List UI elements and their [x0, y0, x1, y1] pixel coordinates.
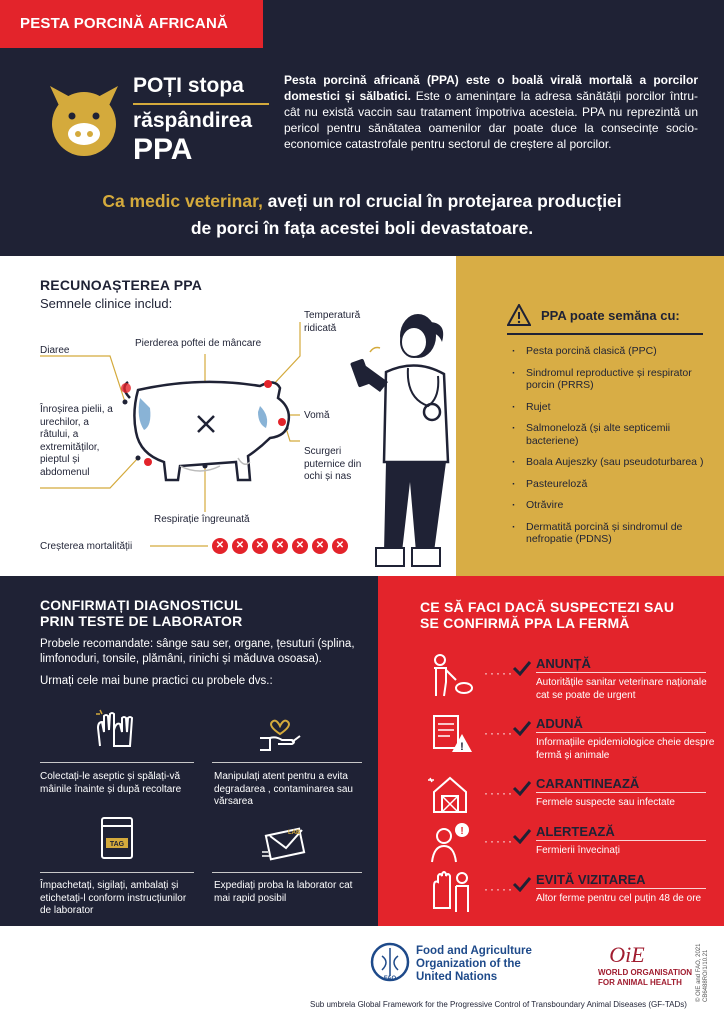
- pig-face-icon: [42, 78, 126, 162]
- check-icon: [512, 876, 532, 892]
- list-item: · Pasteureloză: [510, 478, 706, 491]
- skull-icon: ✕: [332, 538, 348, 554]
- step-divider: [536, 732, 706, 733]
- recognition-title: RECUNOAȘTEREA PPA: [40, 277, 203, 293]
- fao-line-2: Organization of the: [416, 958, 521, 970]
- recognition-subtitle: Semnele clinice includ:: [40, 296, 173, 311]
- lab-label: LAB: [288, 830, 301, 836]
- document-warning-icon: [428, 712, 474, 758]
- veterinarian-illustration: [340, 302, 460, 572]
- headline: [0, 188, 724, 242]
- lab-title-line-2: PRIN TESTE DE LABORATOR: [40, 613, 243, 629]
- dots: ·····: [484, 726, 514, 740]
- sign-redness: Înroșirea pielii, a urechilor, a râtului, a extremităților, pieptul și abdomenul: [40, 404, 113, 478]
- main-title: [133, 72, 269, 166]
- list-item: · Otrăvire: [510, 499, 706, 512]
- check-icon: [512, 660, 532, 676]
- step-title: ANUNȚĂ: [536, 656, 591, 671]
- sign-discharge: Scurgeri puternice din ochi și nas: [304, 446, 362, 482]
- lab-title-line-1: CONFIRMAȚI DIAGNOSTICUL: [40, 597, 243, 613]
- sign-vomit: Vomă: [304, 410, 330, 421]
- dots: ·····: [484, 834, 514, 848]
- resemble-title: PPA poate semăna cu:: [541, 307, 680, 323]
- headline-highlight: Ca medic veterinar,: [102, 191, 263, 211]
- step-divider: [536, 672, 706, 673]
- farm-step-report: [428, 652, 718, 701]
- step-desc: Altor ferme pentru cel puțin 48 de ore: [536, 893, 702, 904]
- sick-pig-illustration: [110, 368, 310, 498]
- list-item: · Boala Aujeszky (sau pseudoturbarea ): [510, 456, 706, 469]
- lab-step-handle: Manipulați atent pentru a evita degradarea , contaminarea sau vărsarea: [214, 771, 353, 807]
- farm-title-line-2: SE CONFIRMĂ PPA LA FERMĂ: [420, 615, 630, 631]
- dots: ·····: [484, 882, 514, 896]
- list-item: · Salmoneloză (și alte septicemii bacteriene): [510, 422, 706, 447]
- step-divider: [536, 792, 706, 793]
- lab-step-package: Împachetați, sigilați, ambalați și etichetați-l conform instrucțiunilor de laborator: [40, 880, 187, 916]
- sign-breathing: Respirație îngreunată: [154, 514, 250, 525]
- oie-line-2: FOR ANIMAL HEALTH: [598, 978, 682, 987]
- title-divider: [133, 103, 269, 105]
- step-desc: Informațiile epidemiologice cheie despre fermă și animale: [536, 737, 715, 761]
- check-icon: [512, 828, 532, 844]
- intro-bold: Pesta porcină africană (PPA) este o boală virală mortală a porcilor domestici și sălbatici.: [284, 73, 698, 103]
- dots: ·····: [484, 666, 514, 680]
- resemble-title-row: [507, 304, 680, 326]
- intro-rest: Este o amenințare la adresa sănătății porcilor întru-cât nu există vaccin sau tratament împotriva acesteia. PPA nu reprezintă un pericol pentru sănătatea oamenilor dar poate duce la consecințe socio-economice catastrofale pentru sectorul de creștere al porcilor.: [284, 89, 698, 151]
- farm-step-gather: [428, 712, 718, 761]
- oie-name: [598, 968, 692, 988]
- sample-bag-icon: [100, 816, 134, 860]
- svg-text:!: !: [460, 826, 464, 837]
- oie-mark: OiE: [609, 942, 645, 966]
- gloves-icon: [92, 706, 136, 750]
- title-line-3: PPA: [133, 133, 193, 166]
- lab-step-collect: Colectați-le aseptic și spălați-vă mâinile înainte și după recoltare: [40, 771, 182, 795]
- stop-hand-person-icon: [428, 868, 474, 914]
- lab-step-ship: Expediați proba la laborator cat mai rapid posibil: [214, 880, 353, 904]
- step-divider: [536, 888, 706, 889]
- farm-step-alert: [428, 820, 718, 866]
- headline-part-2: de porci în fața acestei boli devastatoare.: [190, 218, 534, 238]
- list-item: · Dermatită porcină și sindromul de nefropatie (PDNS): [510, 521, 706, 546]
- step-divider: [536, 840, 706, 841]
- farm-step-quarantine: [428, 772, 718, 818]
- oie-line-1: WORLD ORGANISATION: [598, 968, 693, 977]
- list-item: · Rujet: [510, 401, 706, 414]
- divider: [212, 872, 362, 873]
- resemble-list: [510, 345, 706, 555]
- fao-logo-icon: [370, 942, 410, 982]
- divider: [40, 872, 194, 873]
- bag-label: TAG: [109, 841, 125, 848]
- intro-paragraph: [284, 72, 698, 152]
- svg-text:!: !: [460, 741, 464, 753]
- fao-line-3: United Nations: [416, 971, 498, 983]
- hand-heart-icon: [258, 712, 302, 752]
- barn-icon: [428, 772, 474, 818]
- oie-logo-icon: [602, 940, 652, 966]
- skull-icon: ✕: [292, 538, 308, 554]
- divider: [40, 762, 194, 763]
- step-desc: Autoritățile sanitar veterinare naționale cat se poate de urgent: [536, 677, 707, 701]
- sign-appetite: Pierderea poftei de mâncare: [135, 338, 262, 349]
- fao-mark: FAO: [383, 976, 397, 982]
- step-title: ADUNĂ: [536, 716, 583, 731]
- resemble-divider: [507, 333, 703, 335]
- step-desc: Fermierii învecinați: [536, 845, 620, 856]
- person-alert-icon: [428, 820, 474, 866]
- copyright-block: [696, 943, 709, 1004]
- skull-icon: ✕: [312, 538, 328, 554]
- fao-name: [416, 945, 532, 984]
- step-title: EVITĂ VIZITAREA: [536, 872, 646, 887]
- list-item: · Sindromul reproductive și respirator porcin (PRRS): [510, 367, 706, 392]
- mortality-skulls: [212, 538, 348, 554]
- check-icon: [512, 780, 532, 796]
- sign-diarrhea: Diaree: [40, 345, 70, 356]
- warning-icon: [507, 304, 531, 326]
- farm-title: [420, 599, 674, 631]
- copyright: © OIE and FAO, 2021: [696, 943, 702, 1002]
- topic-tag: PESTA PORCINĂ AFRICANĂ: [0, 0, 263, 48]
- farm-title-line-1: CE SĂ FACI DACĂ SUSPECTEZI SAU: [420, 599, 675, 615]
- person-pig-icon: [428, 652, 474, 698]
- headline-part-1: aveți un rol crucial în protejarea producției: [262, 191, 622, 211]
- title-line-1: POȚI stopa: [133, 74, 244, 97]
- doc-code: CB6488RO/1/10.21: [703, 949, 709, 1002]
- skull-icon: ✕: [272, 538, 288, 554]
- divider: [212, 762, 362, 763]
- farm-step-avoid-visits: [428, 868, 718, 914]
- lab-samples: Probele recomandate: sânge sau ser, organe, țesuturi (splina, limfonoduri, tonsile, plămâni, rinichi și măduva osoasa).: [40, 638, 355, 665]
- skull-icon: ✕: [232, 538, 248, 554]
- title-line-2: răspândirea: [133, 109, 253, 132]
- list-item: · Pesta porcină clasică (PPC): [510, 345, 706, 358]
- lab-practices: Urmați cele mai bune practici cu probele dvs.:: [40, 675, 273, 687]
- lab-title: [40, 597, 243, 629]
- sign-temperature: Temperatură ridicată: [304, 310, 361, 334]
- check-icon: [512, 720, 532, 736]
- sign-mortality: Creșterea mortalității: [40, 541, 133, 552]
- step-title: ALERTEAZĂ: [536, 824, 615, 839]
- step-title: CARANTINEAZĂ: [536, 776, 640, 791]
- envelope-icon: [262, 822, 308, 862]
- skull-icon: ✕: [212, 538, 228, 554]
- step-desc: Fermele suspecte sau infectate: [536, 797, 675, 808]
- fao-line-1: Food and Agriculture: [416, 945, 532, 957]
- skull-icon: ✕: [252, 538, 268, 554]
- umbrella-note: Sub umbrela Global Framework for the Progressive Control of Transboundary Animal Diseases (GF-TADs): [310, 1000, 687, 1009]
- dots: ·····: [484, 786, 514, 800]
